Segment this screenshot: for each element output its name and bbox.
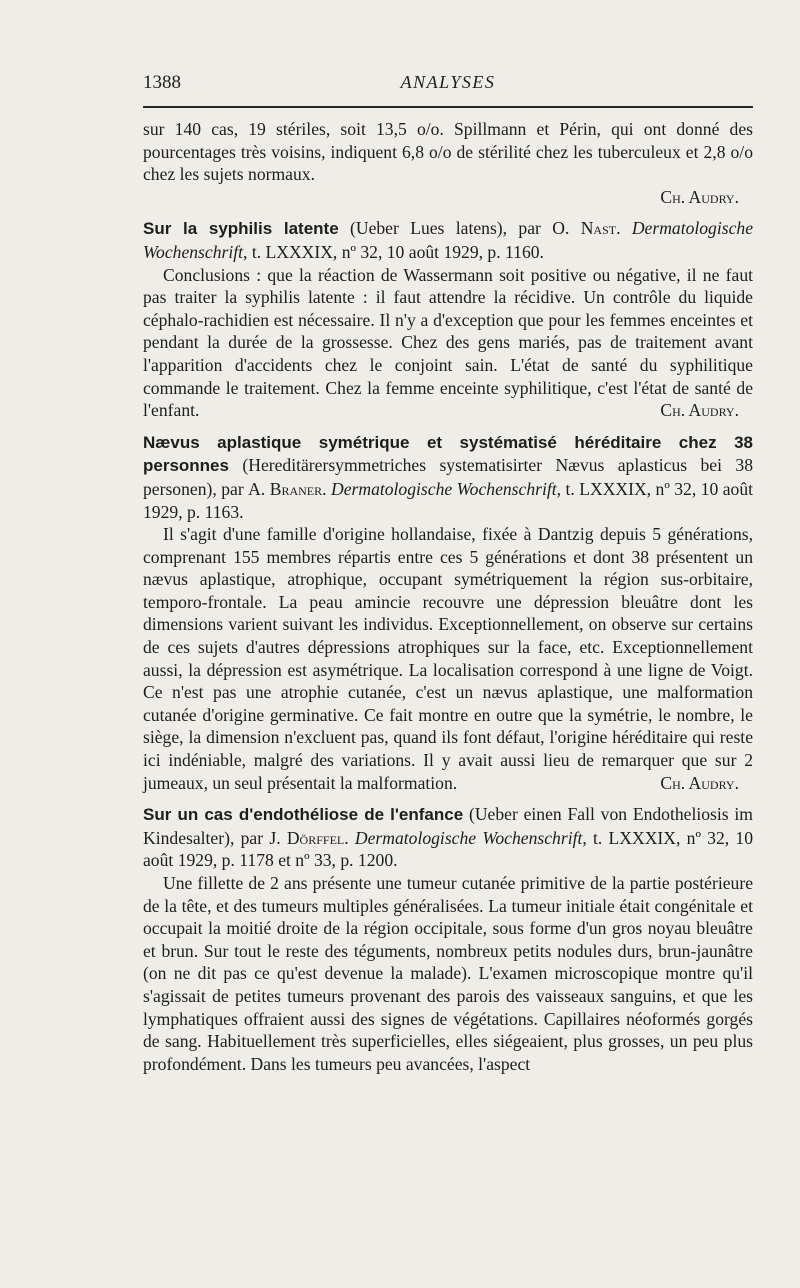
article-body: Une fillette de 2 ans présente une tumeur cutanée primitive de la partie postérieure de la tête, et des tumeurs multiples généralisées. La tumeur initiale était congénitale et occupait la moitié droite de la région occipitale, sous forme d'un gros noyau bleuâtre et brun. Sur tout le reste des téguments, nombreux petits nodules durs, brun-jaunâtre (on ne dit pas ce qu'est devenue la malade). L'examen microscopique montre qu'il s'agissait de petites tumeurs provenant des parois des vaisseaux sanguins, et que les lymphatiques offraient aussi des signes de végétations. Capillaires néoformés gorgés de sang. Habituellement très superficielles, elles siégeaient, plus grosses, un peu plus profondément. Dans les tumeurs peu avancées, l'aspect (143, 873, 753, 1074)
header-rule (143, 106, 753, 108)
article-author: J. Dörffel. (269, 827, 349, 848)
article-citation-post: , t. LXXXIX, nº 32, 10 août 1929, p. 1160. (243, 241, 544, 262)
article-citation-pre: (Hereditärersymmetriches systematisirter Nævus aplasticus bei 38 personen), par (143, 455, 753, 499)
article-title: Nævus aplastique symétrique et systématisé héréditaire chez 38 personnes (143, 432, 753, 476)
article-citation-post: , t. LXXXIX, nº 32, 10 août 1929, p. 1178 et nº 33, p. 1200. (143, 827, 753, 871)
article-syphilis-latente (143, 217, 753, 421)
article-body: Conclusions : que la réaction de Wassermann soit positive ou négative, il ne faut pas traiter la syphilis latente : il faut attendre la récidive. Un contrôle du liquide céphalo-rachidien est nécessaire. Il n'y a d'exception que pour les femmes enceintes et pendant la durée de la grossesse. Chez des gens mariés, pas de traitement avant l'apparition d'accidents chez le conjoint sain. L'état de santé du syphilitique commande le traitement. Chez la femme enceinte syphilitique, c'est l'état de santé de l'enfant. (143, 264, 753, 421)
article-author: A. Braner. (248, 478, 327, 499)
article-citation-post: , t. LXXXIX, nº 32, 10 août 1929, p. 1163. (143, 478, 754, 522)
page-header (143, 72, 753, 98)
page-number: 1388 (143, 72, 181, 93)
article-journal: Dermatologische Wochenschrift (143, 218, 754, 262)
continuation-paragraph: sur 140 cas, 19 stériles, soit 13,5 o/o. Spillmann et Périn, qui ont donné des pourcentages très voisins, indiquent 6,8 o/o de stérilité chez les tuberculeux et 2,8 o/o chez les sujets normaux. (143, 119, 753, 185)
article-signature: Ch. Audry. (660, 400, 739, 421)
article-endotheliose (143, 803, 753, 1075)
article-journal: Dermatologische Wochenschrift (331, 478, 557, 499)
article-author: O. Nast. (552, 218, 621, 239)
article-naevus-aplastique (143, 431, 753, 795)
article-citation-pre: (Ueber einen Fall von Endotheliosis im Kindesalter), par (143, 804, 753, 848)
article-citation-pre: (Ueber Lues latens), par (338, 218, 553, 239)
article-journal: Dermatologische Wochenschrift (354, 827, 583, 848)
page-content (143, 118, 753, 1075)
article-signature: Ch. Audry. (660, 772, 739, 793)
article-title: Sur la syphilis latente (143, 219, 339, 239)
running-title: ANALYSES (400, 72, 496, 92)
continuation-signature: Ch. Audry. (660, 186, 739, 207)
article-title: Sur un cas d'endothéliose de l'enfance (143, 805, 464, 825)
article-body: Il s'agit d'une famille d'origine hollandaise, fixée à Dantzig depuis 5 générations, comprenant 155 membres répartis entre ces 5 générations et dont 38 présentent un nævus aplastique, atrophique, occupant symétriquement la région sus-orbitaire, temporo-frontale. La peau amincie recouvre une dépression bleuâtre dont les dimensions varient suivant les individus. Exceptionnellement, on observe sur certains de ces sujets d'autres dépressions atrophiques sur la face, etc. Exceptionnellement aussi, la dépression est asymétrique. La localisation correspond à une ligne de Voigt. Ce n'est pas une atrophie cutanée, c'est un nævus aplastique, une malformation cutanée d'origine germinative. Ce fait montre en outre que la symétrie, le nombre, le siège, la dimension n'excluent pas, quand ils font défaut, l'origine héréditaire qui reste ici indéniable, malgré des variations. Il y avait aussi lieu de remarquer que sur 2 jumeaux, un seul présentait la malformation. (143, 524, 753, 793)
